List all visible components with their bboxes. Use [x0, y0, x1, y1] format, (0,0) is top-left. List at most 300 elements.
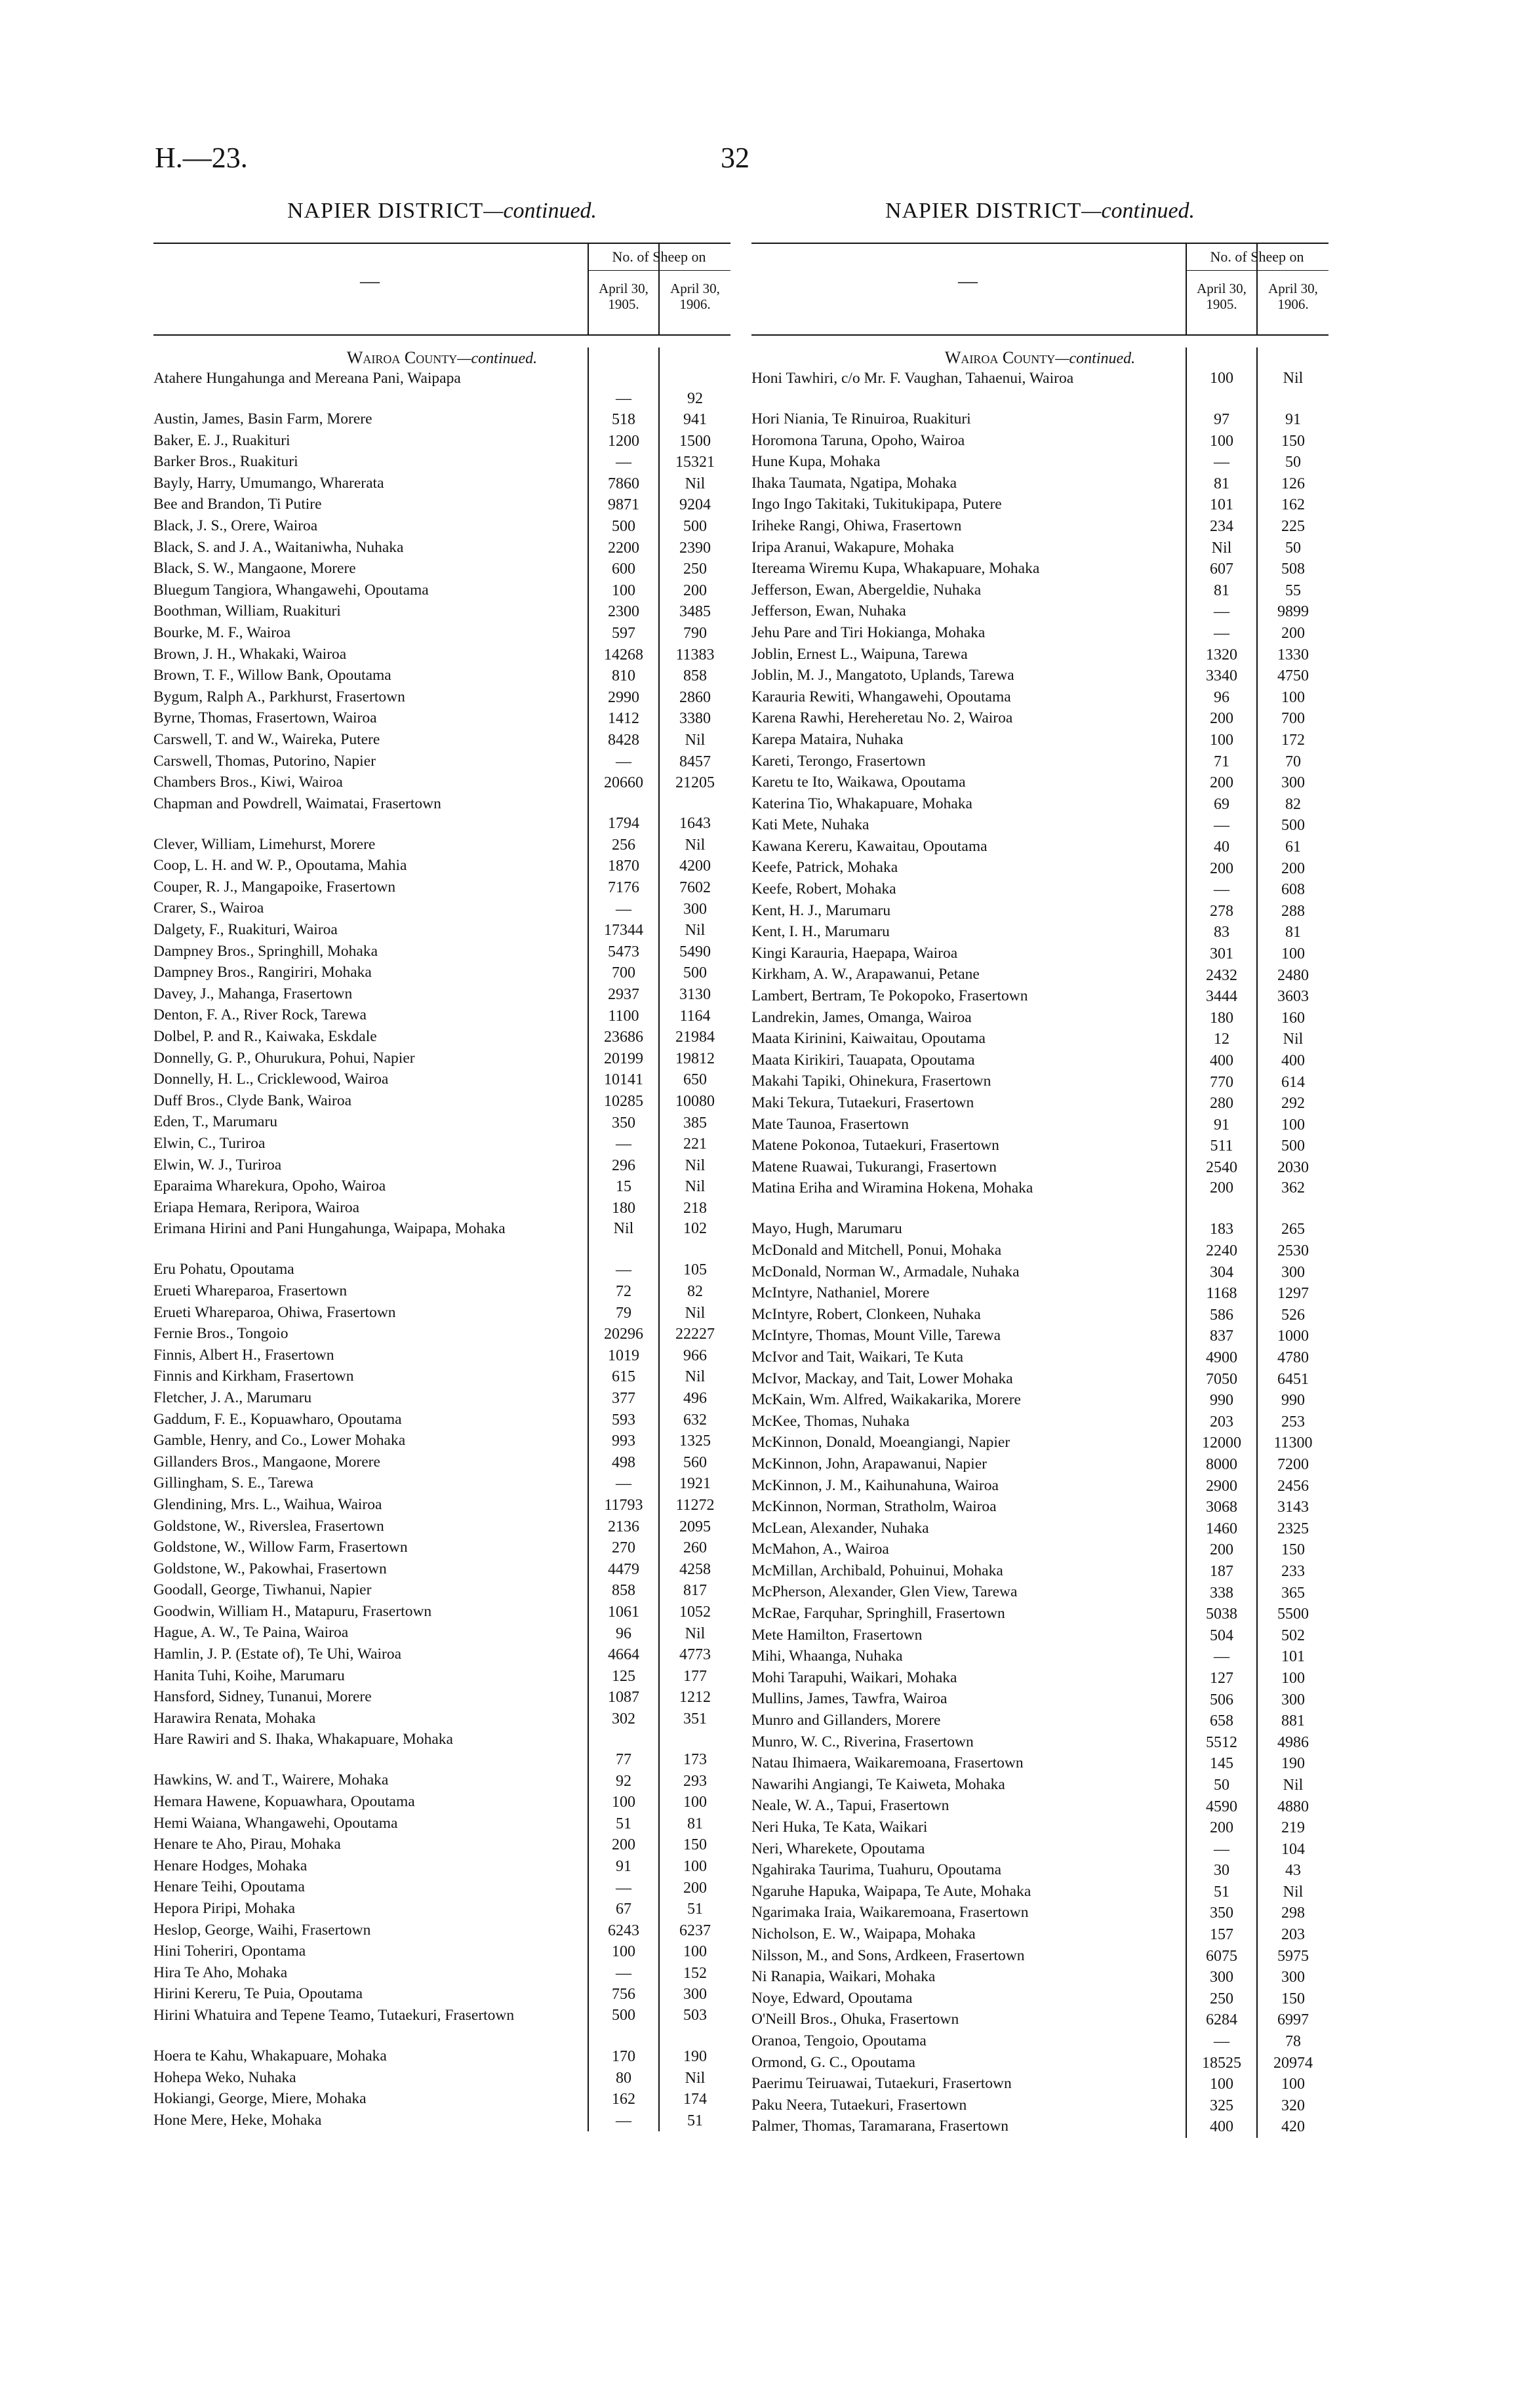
table-row — [751, 943, 1328, 965]
owner-name: Boothman, William, Ruakituri — [153, 602, 341, 620]
owner-name: Baker, E. J., Ruakituri — [153, 431, 290, 449]
sheep-1906: 496 — [683, 1390, 707, 1408]
owner-name: McKinnon, John, Arapawanui, Napier — [751, 1455, 987, 1472]
table-row — [153, 1155, 730, 1177]
sheep-1906: 292 — [1281, 1095, 1305, 1113]
sheep-1906: 8457 — [679, 753, 711, 770]
sheep-1905: 5512 — [1206, 1733, 1237, 1751]
table-row — [153, 1473, 730, 1495]
table-row — [751, 986, 1328, 1008]
owner-name: McMahon, A., Wairoa — [751, 1541, 889, 1558]
owner-name: Hori Niania, Te Rinuiroa, Ruakituri — [751, 410, 971, 427]
sheep-1906: Nil — [685, 1625, 706, 1642]
table-body — [153, 347, 730, 2131]
owner-name: Neale, W. A., Tapui, Frasertown — [751, 1797, 949, 1815]
sheep-1906: 100 — [683, 1794, 707, 1811]
owner-name: Mohi Tarapuhi, Waikari, Mohaka — [751, 1668, 957, 1686]
table-row — [153, 730, 730, 751]
sheep-1906: Nil — [685, 2069, 706, 2087]
table-row — [751, 601, 1328, 623]
sheep-1905: — — [1214, 817, 1229, 835]
sheep-1905: 200 — [1210, 1179, 1233, 1197]
owner-name: Nicholson, E. W., Waipapa, Mohaka — [751, 1925, 976, 1943]
table-row — [751, 1390, 1328, 1411]
sheep-1906: 2390 — [679, 539, 711, 557]
sheep-1905: 810 — [612, 667, 635, 685]
table-row — [751, 1646, 1328, 1668]
name-column-header: — — [360, 270, 380, 292]
sheep-1905: 100 — [1210, 2076, 1233, 2093]
sheep-1905: 203 — [1210, 1413, 1233, 1431]
sheep-1905: 2540 — [1206, 1158, 1237, 1176]
district-title: NAPIER DISTRICT — [885, 199, 1082, 223]
table-row — [153, 1410, 730, 1431]
table-row — [751, 644, 1328, 666]
table-row — [751, 2095, 1328, 2117]
sheep-1906: 881 — [1281, 1712, 1305, 1730]
sheep-1906: 300 — [683, 1986, 707, 2003]
owner-name: Kent, I. H., Marumaru — [751, 923, 890, 941]
sheep-1906: 61 — [1285, 838, 1301, 856]
sheep-1905: — — [1214, 1840, 1229, 1858]
header-april-1905: April 30, 1905. — [1197, 281, 1247, 312]
sheep-1906: 250 — [683, 561, 707, 578]
sheep-1905: 250 — [1210, 1990, 1233, 2007]
table-row — [153, 1005, 730, 1027]
owner-name: Hare Rawiri and S. Ihaka, Whakapuare, Mohaka — [153, 1731, 453, 1748]
sheep-1906: 265 — [1281, 1221, 1305, 1238]
table-row — [751, 516, 1328, 538]
sheep-1906: 219 — [1281, 1819, 1305, 1837]
sheep-1905: 101 — [1210, 496, 1233, 514]
owner-name: Duff Bros., Clyde Bank, Wairoa — [153, 1092, 352, 1109]
table-row — [153, 1388, 730, 1410]
table-row — [153, 1091, 730, 1113]
owner-name: Jefferson, Ewan, Nuhaka — [751, 602, 906, 620]
table-row — [751, 922, 1328, 943]
sheep-1905: 7176 — [608, 878, 639, 896]
sheep-1906: 6451 — [1277, 1370, 1309, 1388]
table-row — [153, 1324, 730, 1345]
table-row — [153, 1431, 730, 1452]
table-row — [153, 920, 730, 941]
sheep-1905: 2240 — [1206, 1242, 1237, 1260]
sheep-1906: 2030 — [1277, 1158, 1309, 1176]
owner-name: Mate Taunoa, Frasertown — [751, 1115, 909, 1133]
table-row — [751, 1157, 1328, 1179]
sheep-1905: — — [616, 900, 631, 918]
sheep-1905: 6075 — [1206, 1947, 1237, 1965]
table-row — [751, 1411, 1328, 1433]
right-column — [751, 197, 1328, 2138]
table-row — [751, 1967, 1328, 1988]
table-row — [751, 1071, 1328, 1093]
sheep-1905: 14268 — [604, 646, 643, 663]
sheep-1905: — — [616, 454, 631, 471]
header-april-1906: April 30, 1906. — [1268, 281, 1318, 312]
sheep-1906: 19812 — [675, 1050, 715, 1067]
table-row — [153, 1559, 730, 1581]
sheep-1905: 200 — [1210, 859, 1233, 877]
owner-name: Finnis, Albert H., Frasertown — [153, 1346, 334, 1364]
owner-name: Iriheke Rangi, Ohiwa, Frasertown — [751, 517, 962, 534]
sheep-1906: 941 — [683, 411, 707, 429]
title-continued: —continued. — [1081, 199, 1195, 223]
table-row — [153, 1198, 730, 1219]
sheep-1905: 2900 — [1206, 1477, 1237, 1495]
owner-name: Erueti Whareparoa, Ohiwa, Frasertown — [153, 1303, 396, 1321]
table-row — [153, 1537, 730, 1559]
sheep-1906: 2530 — [1277, 1242, 1309, 1260]
owner-name: Karetu te Ito, Waikawa, Opoutama — [751, 774, 966, 791]
sheep-1905: 302 — [612, 1710, 635, 1727]
district-title: NAPIER DISTRICT — [287, 199, 484, 223]
table-row — [751, 2116, 1328, 2138]
sheep-1906: 150 — [683, 1836, 707, 1854]
owner-name: O'Neill Bros., Ohuka, Frasertown — [751, 2011, 959, 2028]
sheep-1906: 288 — [1281, 902, 1305, 920]
table-row — [751, 1625, 1328, 1647]
sheep-1905: 10285 — [604, 1092, 643, 1110]
sheep-1906: 5490 — [679, 943, 711, 960]
table-row — [751, 687, 1328, 709]
owner-name: Natau Ihimaera, Waikaremoana, Frasertown — [751, 1754, 1024, 1772]
sheep-1905: 278 — [1210, 902, 1233, 920]
owner-name: Kirkham, A. W., Arapawanui, Petane — [751, 966, 980, 983]
sheep-1906: 500 — [1281, 1137, 1305, 1155]
owner-name: Glendining, Mrs. L., Waihua, Wairoa — [153, 1495, 382, 1513]
sheep-1906: 7602 — [679, 878, 711, 896]
table-row — [153, 473, 730, 495]
sheep-1905: 234 — [1210, 518, 1233, 536]
owner-name: Crarer, S., Wairoa — [153, 899, 264, 917]
table-row — [751, 538, 1328, 559]
table-row — [153, 1345, 730, 1367]
owner-name: Donnelly, G. P., Ohurukura, Pohui, Napier — [153, 1049, 415, 1067]
owner-name: Dolbel, P. and R., Kaiwaka, Eskdale — [153, 1028, 377, 1046]
owner-name: Makahi Tapiki, Ohinekura, Frasertown — [751, 1073, 991, 1090]
table-row — [751, 1817, 1328, 1839]
table-row — [751, 623, 1328, 644]
sheep-1906: 632 — [683, 1411, 707, 1429]
header-april-1905: April 30, 1905. — [599, 281, 649, 312]
table-row — [751, 1029, 1328, 1050]
sheep-1905: 1061 — [608, 1603, 639, 1621]
sheep-1906: 5975 — [1277, 1947, 1309, 1965]
sheep-1905: — — [616, 1261, 631, 1279]
owner-name: Horomona Taruna, Opoho, Wairoa — [751, 431, 965, 449]
owner-name: Dampney Bros., Rangiriri, Mohaka — [153, 964, 372, 981]
owner-name: Goodall, George, Tiwhanui, Napier — [153, 1581, 372, 1599]
sheep-1905: 20296 — [604, 1326, 643, 1343]
table-row — [751, 431, 1328, 452]
table-row — [153, 1303, 730, 1324]
owner-name: Eriapa Hemara, Reripora, Wairoa — [153, 1198, 360, 1216]
table-row — [751, 1326, 1328, 1347]
table-row — [153, 687, 730, 709]
owner-name: Ngahiraka Taurima, Tuahuru, Opoutama — [751, 1861, 1002, 1879]
sheep-1905: 615 — [612, 1368, 635, 1386]
sheep-1906: 15321 — [675, 454, 715, 471]
sheep-1906: 502 — [1281, 1627, 1305, 1644]
sheep-1906: 700 — [1281, 710, 1305, 728]
sheep-1906: 1164 — [679, 1007, 711, 1025]
sheep-1905: 990 — [1210, 1392, 1233, 1410]
table-row — [751, 730, 1328, 751]
sheep-1905: 3068 — [1206, 1499, 1237, 1516]
sheep-1906: 1921 — [679, 1475, 711, 1493]
owner-name: Clever, William, Limehurst, Morere — [153, 835, 376, 853]
entry-list — [751, 368, 1328, 2138]
sheep-1905: 586 — [1210, 1306, 1233, 1324]
table-row — [751, 1115, 1328, 1136]
sheep-1906: 560 — [683, 1453, 707, 1471]
sheep-1905: 170 — [612, 2048, 635, 2066]
sheep-1906: 81 — [687, 1815, 703, 1832]
table-row — [153, 962, 730, 984]
owner-name: McIntyre, Nathaniel, Morere — [751, 1284, 930, 1302]
owner-name: Hanita Tuhi, Koihe, Marumaru — [153, 1667, 345, 1684]
owner-name: Karauria Rewiti, Whangawehi, Opoutama — [751, 688, 1011, 705]
sheep-1906: 614 — [1281, 1073, 1305, 1091]
sheep-1906: 9899 — [1277, 603, 1309, 621]
table-row — [153, 1984, 730, 2005]
column-title — [751, 197, 1328, 226]
sheep-1906: 2095 — [679, 1518, 711, 1535]
owner-name: Hini Toheriri, Opontama — [153, 1943, 306, 1960]
sheep-1906: 10080 — [675, 1092, 715, 1110]
sheep-1906: 200 — [1281, 859, 1305, 877]
owner-name: Gamble, Henry, and Co., Lower Mohaka — [153, 1432, 406, 1450]
county-heading: Wairoa County—continued. — [346, 348, 538, 367]
sheep-1905: — — [616, 1879, 631, 1897]
owner-name: Hamlin, J. P. (Estate of), Te Uhi, Wairoa — [153, 1646, 402, 1663]
sheep-1906: 351 — [683, 1710, 707, 1727]
sheep-1905: 50 — [1214, 1776, 1229, 1794]
owner-name: Ngaruhe Hapuka, Waipapa, Te Aute, Mohaka — [751, 1882, 1031, 1900]
sheep-1905: 40 — [1214, 838, 1229, 856]
owner-name: Hirini Kereru, Te Puia, Opoutama — [153, 1985, 363, 2003]
sheep-1905: 100 — [612, 1794, 635, 1811]
owner-name: Joblin, Ernest L., Waipuna, Tarewa — [751, 645, 968, 663]
owner-name: Erimana Hirini and Pani Hungahunga, Waipapa, Mohaka — [153, 1220, 506, 1238]
sheep-1905: 51 — [616, 1815, 631, 1832]
sheep-1905: 4479 — [608, 1560, 639, 1578]
sheep-1906: 400 — [1281, 1052, 1305, 1069]
owner-name: McKain, Wm. Alfred, Waikakarika, Morere — [751, 1391, 1021, 1409]
sheep-1905: 8000 — [1206, 1456, 1237, 1473]
table-row — [153, 1281, 730, 1303]
sheep-1906: 1643 — [679, 815, 711, 833]
sheep-1905: 81 — [1214, 582, 1229, 599]
sheep-1905: 1100 — [608, 1007, 639, 1025]
sheep-1906: 20974 — [1273, 2054, 1313, 2072]
owner-name: Goldstone, W., Willow Farm, Frasertown — [153, 1539, 408, 1556]
owner-name: McKinnon, J. M., Kaihunahuna, Wairoa — [751, 1476, 999, 1494]
owner-name: Hohepa Weko, Nuhaka — [153, 2068, 296, 2086]
sheep-1905: 4664 — [608, 1646, 639, 1664]
sheep-1906: 225 — [1281, 518, 1305, 536]
sheep-1905: 1320 — [1206, 646, 1237, 663]
owner-name: Munro and Gillanders, Morere — [751, 1712, 941, 1729]
table-row — [153, 856, 730, 877]
sheep-1906: 50 — [1285, 454, 1301, 471]
sheep-1906: 1330 — [1277, 646, 1309, 663]
table-row — [153, 708, 730, 730]
sheep-1905: 506 — [1210, 1691, 1233, 1708]
table-row — [751, 1454, 1328, 1476]
sheep-1905: 200 — [1210, 774, 1233, 792]
sheep-1905: 377 — [612, 1390, 635, 1408]
table-row — [751, 1240, 1328, 1262]
sheep-1906: 92 — [687, 389, 703, 407]
sheep-1905: 504 — [1210, 1627, 1233, 1644]
sheep-1906: Nil — [685, 732, 706, 749]
table-row — [751, 368, 1328, 409]
sheep-1905: 270 — [612, 1539, 635, 1557]
owner-name: Maki Tekura, Tutaekuri, Frasertown — [751, 1094, 974, 1111]
owner-name: Finnis and Kirkham, Frasertown — [153, 1368, 354, 1385]
sheep-1905: — — [616, 1475, 631, 1493]
column-title — [153, 197, 730, 226]
owner-name: Gaddum, F. E., Kopuawharo, Opoutama — [153, 1410, 402, 1428]
sheep-1905: Nil — [613, 1220, 634, 1238]
table-row — [751, 1710, 1328, 1732]
table-row — [751, 1732, 1328, 1754]
owner-name: Eru Pohatu, Opoutama — [153, 1261, 294, 1278]
sheep-1905: 511 — [1210, 1137, 1233, 1155]
sheep-1906: 190 — [1281, 1755, 1305, 1773]
sheep-1905: 20199 — [604, 1050, 643, 1067]
sheep-1906: 21205 — [675, 774, 715, 792]
table-row — [153, 538, 730, 559]
owner-name: Hepora Piripi, Mohaka — [153, 1900, 296, 1917]
sheep-1906: Nil — [1283, 1031, 1304, 1048]
sheep-1906: 4986 — [1277, 1733, 1309, 1751]
sheep-1905: 756 — [612, 1986, 635, 2003]
owner-name: Iripa Aranui, Wakapure, Mohaka — [751, 538, 954, 556]
sheep-1905: 125 — [612, 1667, 635, 1685]
owner-name: Jehu Pare and Tiri Hokianga, Mohaka — [751, 623, 986, 641]
sheep-1906: 105 — [683, 1261, 707, 1279]
table-row — [153, 984, 730, 1006]
sheep-1905: — — [1214, 881, 1229, 899]
sheep-1905: 2136 — [608, 1518, 639, 1535]
table-row — [751, 1903, 1328, 1924]
table-row — [751, 1988, 1328, 2010]
sheep-1906: 100 — [1281, 688, 1305, 706]
owner-name: Hansford, Sidney, Tunanui, Morere — [153, 1688, 372, 1706]
table-row — [153, 2068, 730, 2089]
owner-name: Karena Rawhi, Hereheretau No. 2, Wairoa — [751, 709, 1013, 727]
table-row — [153, 1708, 730, 1730]
owner-name: Byrne, Thomas, Frasertown, Wairoa — [153, 709, 377, 727]
table-row — [153, 1259, 730, 1281]
owner-name: Austin, James, Basin Farm, Morere — [153, 410, 372, 427]
owner-name: Maata Kirikiri, Tauapata, Opoutama — [751, 1051, 975, 1069]
entry-list — [153, 368, 730, 2131]
table-row — [153, 1219, 730, 1259]
table-row — [153, 1027, 730, 1048]
owner-name: Kareti, Terongo, Frasertown — [751, 752, 926, 770]
sheep-1905: 96 — [1214, 688, 1229, 706]
sheep-1906: 1000 — [1277, 1328, 1309, 1345]
sheep-1906: 101 — [1281, 1648, 1305, 1666]
owner-name: Hoera te Kahu, Whakapuare, Mohaka — [153, 2047, 387, 2064]
table-row — [153, 665, 730, 687]
sheep-1905: 15 — [616, 1178, 631, 1196]
table-row — [751, 858, 1328, 879]
table-row — [153, 1623, 730, 1644]
owner-name: Honi Tawhiri, c/o Mr. F. Vaughan, Tahaenui, Wairoa — [751, 370, 1074, 387]
owner-name: Neri, Wharekete, Opoutama — [751, 1840, 925, 1857]
sheep-1905: 200 — [612, 1836, 635, 1854]
owner-name: Maata Kirinini, Kaiwaitau, Opoutama — [751, 1030, 986, 1048]
sheep-1906: 150 — [1281, 432, 1305, 450]
sheep-1906: 160 — [1281, 1009, 1305, 1027]
sheep-1905: 2300 — [608, 603, 639, 621]
table-row — [751, 1050, 1328, 1072]
owner-name: Chapman and Powdrell, Waimatai, Frasertown — [153, 795, 441, 812]
sheep-1905: 518 — [612, 411, 635, 429]
sheep-1906: 100 — [1281, 1669, 1305, 1687]
sheep-1905: 97 — [1214, 411, 1229, 429]
sheep-1905: 100 — [1210, 432, 1233, 450]
title-continued: —continued. — [483, 199, 597, 223]
table-row — [153, 1899, 730, 1920]
sheep-1905: 69 — [1214, 795, 1229, 813]
table-row — [153, 1176, 730, 1198]
owner-name: Mete Hamilton, Frasertown — [751, 1626, 923, 1644]
sheep-1905: 100 — [612, 582, 635, 599]
sheep-1906: 9204 — [679, 496, 711, 514]
owner-name: Black, S. and J. A., Waitaniwha, Nuhaka — [153, 538, 404, 556]
sheep-1905: 80 — [616, 2069, 631, 2087]
owner-name: McIvor, Mackay, and Tait, Lower Mohaka — [751, 1370, 1013, 1387]
table-row — [751, 901, 1328, 922]
owner-name: Elwin, W. J., Turiroa — [153, 1156, 282, 1174]
sheep-1905: 1168 — [1206, 1285, 1237, 1303]
sheep-1905: 92 — [616, 1772, 631, 1790]
sheep-1905: 837 — [1210, 1328, 1233, 1345]
table-row — [751, 452, 1328, 473]
sheep-1905: 498 — [612, 1453, 635, 1471]
owner-name: Bourke, M. F., Wairoa — [153, 623, 291, 641]
table-row — [751, 1839, 1328, 1861]
sheep-1906: 91 — [1285, 411, 1301, 429]
sheep-1905: 183 — [1210, 1221, 1233, 1238]
sheep-1905: 7860 — [608, 475, 639, 492]
owner-name: Gillanders Bros., Mangaone, Morere — [153, 1453, 380, 1470]
owner-name: Bygum, Ralph A., Parkhurst, Frasertown — [153, 688, 405, 705]
sheep-1906: 1325 — [679, 1432, 711, 1450]
sheep-1905: — — [1214, 625, 1229, 642]
sheep-1905: 1019 — [608, 1347, 639, 1364]
sheep-1906: 51 — [687, 1901, 703, 1918]
sheep-1905: 83 — [1214, 924, 1229, 941]
table-body — [751, 347, 1328, 2138]
table-row — [751, 815, 1328, 837]
table-row — [153, 1770, 730, 1792]
table-row — [153, 898, 730, 920]
owner-name: Henare Teihi, Opoutama — [153, 1878, 305, 1896]
table-row — [153, 941, 730, 963]
sheep-1905: 607 — [1210, 561, 1233, 578]
table-row — [751, 2074, 1328, 2095]
table-row — [153, 644, 730, 666]
owner-name: Hone Mere, Heke, Mohaka — [153, 2111, 322, 2129]
sheep-1906: 173 — [683, 1750, 707, 1768]
